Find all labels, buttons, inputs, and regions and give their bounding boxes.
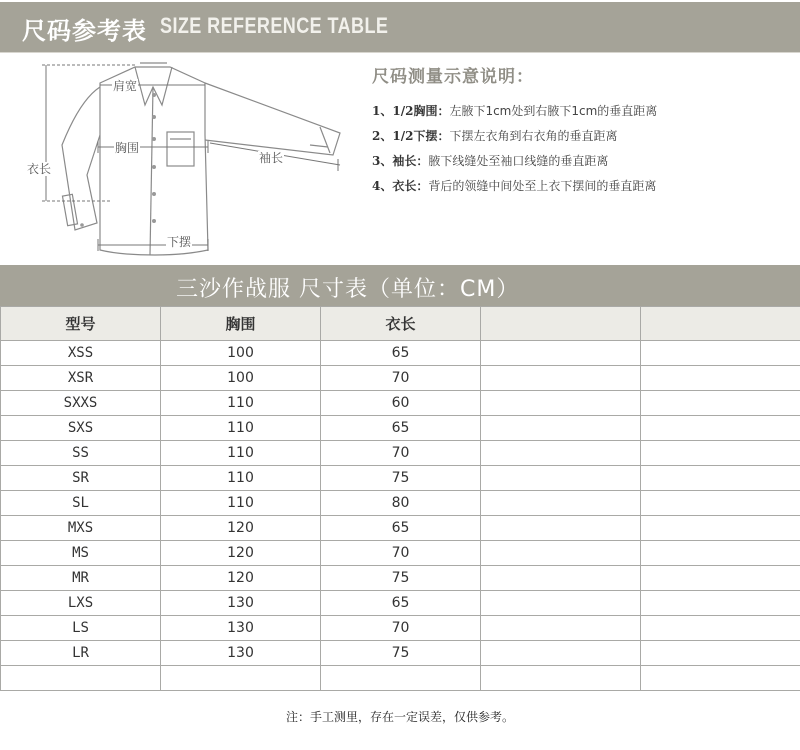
column-header-model: 型号 bbox=[1, 307, 161, 341]
size-table bbox=[0, 306, 800, 691]
cell-length: 60 bbox=[321, 391, 481, 416]
measurement-notes bbox=[372, 62, 792, 199]
cell-empty bbox=[641, 566, 800, 591]
cell-empty bbox=[161, 666, 321, 691]
cell-empty bbox=[641, 466, 800, 491]
table-row bbox=[1, 416, 800, 441]
table-row-empty bbox=[1, 666, 800, 691]
shirt-measurement-diagram bbox=[0, 55, 360, 263]
note-number: 3、 bbox=[372, 154, 393, 168]
cell-chest: 100 bbox=[161, 366, 321, 391]
cell-empty bbox=[641, 591, 800, 616]
cell-empty bbox=[641, 391, 800, 416]
cell-empty bbox=[481, 566, 641, 591]
cell-empty bbox=[481, 391, 641, 416]
header-title-cn: 尺码参考表 bbox=[22, 17, 147, 45]
cell-empty bbox=[641, 366, 800, 391]
table-row bbox=[1, 566, 800, 591]
cell-empty bbox=[481, 641, 641, 666]
diagram-label-length: 衣长 bbox=[27, 162, 52, 176]
table-header-row bbox=[1, 307, 800, 341]
cell-length: 75 bbox=[321, 566, 481, 591]
cell-chest: 110 bbox=[161, 391, 321, 416]
diagram-label-shoulder: 肩宽 bbox=[113, 79, 138, 93]
table-row bbox=[1, 591, 800, 616]
cell-chest: 130 bbox=[161, 616, 321, 641]
note-number: 1、 bbox=[372, 104, 393, 118]
table-row bbox=[1, 466, 800, 491]
cell-empty bbox=[641, 416, 800, 441]
notes-heading: 尺码测量示意说明： bbox=[372, 67, 534, 87]
cell-empty bbox=[1, 666, 161, 691]
footnote: 注：手工测里，存在一定误差，仅供参考。 bbox=[285, 710, 514, 724]
note-number: 2、 bbox=[372, 129, 393, 143]
column-header-length: 衣长 bbox=[321, 307, 481, 341]
cell-empty bbox=[481, 416, 641, 441]
cell-chest: 110 bbox=[161, 416, 321, 441]
note-item bbox=[372, 124, 792, 149]
cell-empty bbox=[481, 591, 641, 616]
cell-model: XSS bbox=[1, 341, 161, 366]
note-label: 1/2胸围： bbox=[392, 104, 450, 118]
table-row bbox=[1, 616, 800, 641]
cell-empty bbox=[481, 441, 641, 466]
size-table-title-bar bbox=[0, 265, 800, 306]
cell-model: SL bbox=[1, 491, 161, 516]
column-header-chest: 胸围 bbox=[161, 307, 321, 341]
cell-chest: 100 bbox=[161, 341, 321, 366]
cell-chest: 110 bbox=[161, 441, 321, 466]
cell-length: 65 bbox=[321, 516, 481, 541]
note-label: 袖长： bbox=[392, 154, 429, 168]
cell-chest: 130 bbox=[161, 641, 321, 666]
column-header-empty bbox=[481, 307, 641, 341]
cell-length: 65 bbox=[321, 341, 481, 366]
note-item bbox=[372, 149, 792, 174]
diagram-label-chest: 胸围 bbox=[115, 141, 140, 155]
cell-empty bbox=[641, 341, 800, 366]
shirt-outline-icon bbox=[0, 55, 360, 263]
note-label: 1/2下摆： bbox=[392, 129, 450, 143]
cell-chest: 110 bbox=[161, 491, 321, 516]
cell-model: LS bbox=[1, 616, 161, 641]
cell-empty bbox=[481, 491, 641, 516]
cell-model: SXS bbox=[1, 416, 161, 441]
cell-empty bbox=[641, 616, 800, 641]
cell-empty bbox=[641, 641, 800, 666]
cell-empty bbox=[481, 341, 641, 366]
cell-length: 65 bbox=[321, 591, 481, 616]
note-item bbox=[372, 174, 792, 199]
table-row bbox=[1, 541, 800, 566]
cell-empty bbox=[481, 666, 641, 691]
cell-model: MXS bbox=[1, 516, 161, 541]
cell-empty bbox=[641, 441, 800, 466]
cell-length: 70 bbox=[321, 616, 481, 641]
cell-model: LR bbox=[1, 641, 161, 666]
diagram-label-sleeve: 袖长 bbox=[259, 151, 284, 165]
cell-chest: 120 bbox=[161, 516, 321, 541]
note-text: 左腋下1cm处到右腋下1cm的垂直距离 bbox=[449, 104, 658, 118]
table-row bbox=[1, 441, 800, 466]
note-text: 下摆左衣角到右衣角的垂直距离 bbox=[449, 129, 618, 143]
cell-empty bbox=[321, 666, 481, 691]
cell-empty bbox=[481, 541, 641, 566]
cell-model: MS bbox=[1, 541, 161, 566]
cell-empty bbox=[641, 541, 800, 566]
cell-empty bbox=[641, 491, 800, 516]
cell-length: 75 bbox=[321, 641, 481, 666]
cell-length: 70 bbox=[321, 441, 481, 466]
size-table-title: 三沙作战服 尺寸表（单位：CM） bbox=[176, 277, 520, 302]
cell-empty bbox=[481, 616, 641, 641]
note-number: 4、 bbox=[372, 179, 393, 193]
table-row bbox=[1, 516, 800, 541]
cell-length: 80 bbox=[321, 491, 481, 516]
note-label: 衣长： bbox=[392, 179, 429, 193]
cell-empty bbox=[641, 516, 800, 541]
cell-chest: 120 bbox=[161, 541, 321, 566]
cell-model: SXXS bbox=[1, 391, 161, 416]
cell-length: 75 bbox=[321, 466, 481, 491]
cell-length: 65 bbox=[321, 416, 481, 441]
cell-length: 70 bbox=[321, 541, 481, 566]
diagram-label-hem: 下摆 bbox=[167, 235, 192, 249]
page-header-bar bbox=[0, 2, 800, 53]
note-item bbox=[372, 99, 792, 124]
table-row bbox=[1, 641, 800, 666]
table-row bbox=[1, 366, 800, 391]
cell-empty bbox=[481, 366, 641, 391]
table-row bbox=[1, 491, 800, 516]
column-header-empty bbox=[641, 307, 800, 341]
cell-empty bbox=[481, 516, 641, 541]
cell-chest: 130 bbox=[161, 591, 321, 616]
cell-chest: 110 bbox=[161, 466, 321, 491]
header-title-en: SIZE REFERENCE TABLE bbox=[160, 13, 389, 38]
note-text: 腋下线缝处至袖口线缝的垂直距离 bbox=[428, 154, 609, 168]
cell-model: MR bbox=[1, 566, 161, 591]
table-row bbox=[1, 341, 800, 366]
note-text: 背后的领缝中间处至上衣下摆间的垂直距离 bbox=[428, 179, 657, 193]
table-row bbox=[1, 391, 800, 416]
cell-model: SS bbox=[1, 441, 161, 466]
cell-model: SR bbox=[1, 466, 161, 491]
cell-model: LXS bbox=[1, 591, 161, 616]
cell-chest: 120 bbox=[161, 566, 321, 591]
cell-empty bbox=[641, 666, 800, 691]
cell-empty bbox=[481, 466, 641, 491]
cell-length: 70 bbox=[321, 366, 481, 391]
cell-model: XSR bbox=[1, 366, 161, 391]
